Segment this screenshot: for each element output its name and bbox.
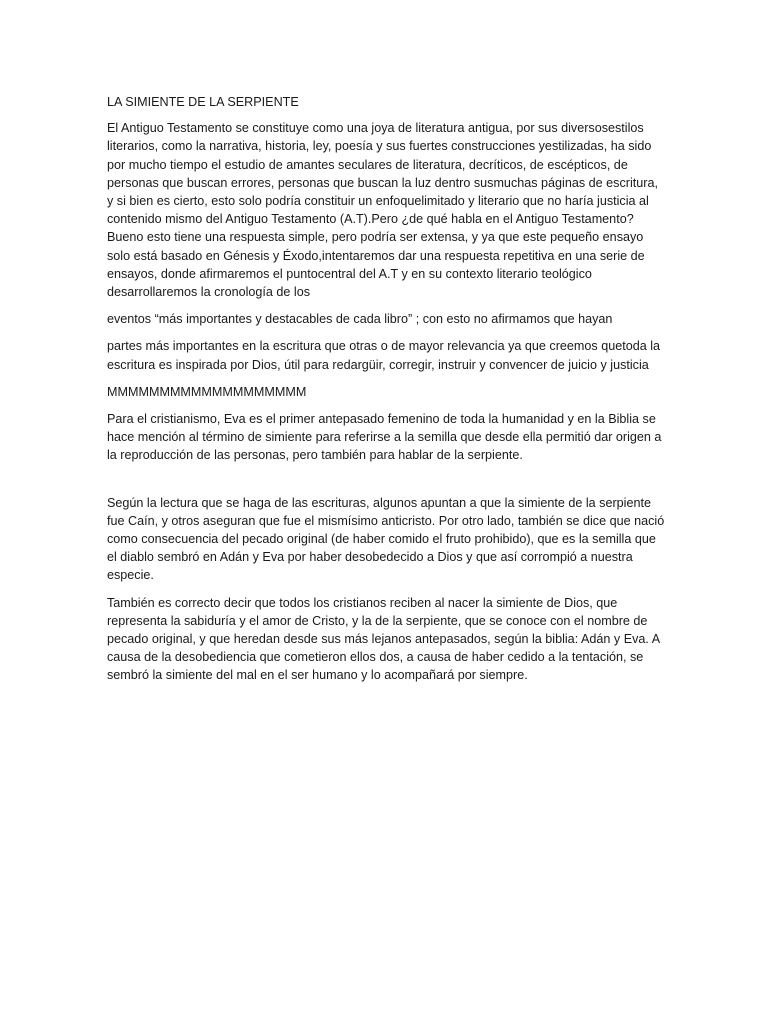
paragraph-gap: [107, 474, 667, 494]
paragraph-original-sin: También es correcto decir que todos los cristianos reciben al nacer la simiente de Dios, que representa la sabiduría y el amor de Cristo, y la de la serpiente, que se conoce con el nombre de pecado original, y que heredan desde sus más lejanos antepasados, según la biblia: Adán y Eva. A causa de la desobediencia que cometieron ellos dos, a causa de haber cedido a la tentación, se sembró la simiente del mal en el ser humano y lo acompañará por siempre.: [107, 595, 660, 683]
document-body: [107, 93, 667, 694]
document-title: LA SIMIENTE DE LA SERPIENTE: [107, 95, 299, 109]
paragraph-intro: El Antiguo Testamento se constituye como una joya de literatura antigua, por sus diversosestilos literarios, como la narrativa, historia, ley, poesía y sus fuertes construcciones yestilizadas, ha sido por mucho tiempo el estudio de amantes seculares de literatura, decríticos, de escépticos, de personas que buscan errores, personas que buscan la luz dentro susmuchas páginas de escritura, y si bien es cierto, esto solo podría constituir un enfoquelimitado y literario que no haría justicia al contenido mismo del Antiguo Testamento (A.T).Pero ¿de qué habla en el Antiguo Testamento? Bueno esto tiene una respuesta simple, pero podría ser extensa, y ya que este pequeño ensayo solo está basado en Génesis y Éxodo,intentaremos dar una respuesta repetitiva en una serie de ensayos, donde afirmaremos el puntocentral del A.T y en su contexto literario teológico desarrollaremos la cronología de los: [107, 121, 658, 300]
paragraph-events: eventos “más importantes y destacables de cada libro” ; con esto no afirmamos que hayan: [107, 312, 613, 327]
paragraph-cain: Según la lectura que se haga de las escrituras, algunos apuntan a que la simiente de la serpiente fue Caín, y otros aseguran que fue el mismísimo anticristo. Por otro lado, también se dice que nació como consecuencia del pecado original (de haber comido el fruto prohibido), que es la semilla que el diablo sembró en Adán y Eva por haber desobedecido a Dios y que así corrompió a nuestra especie.: [107, 495, 665, 583]
paragraph-separator: MMMMMMMMMMMMMMMMMMM: [107, 384, 307, 399]
paragraph-scripture: partes más importantes en la escritura que otras o de mayor relevancia ya que creemos quetoda la escritura es inspirada por Dios, útil para redargüir, corregir, instruir y convencer de juicio y justicia: [107, 339, 661, 372]
paragraph-eva: Para el cristianismo, Eva es el primer antepasado femenino de toda la humanidad y en la Biblia se hace mención al término de simiente para referirse a la semilla que desde ella permitió dar origen a la reproducción de las personas, pero también para hablar de la serpiente.: [107, 412, 662, 463]
